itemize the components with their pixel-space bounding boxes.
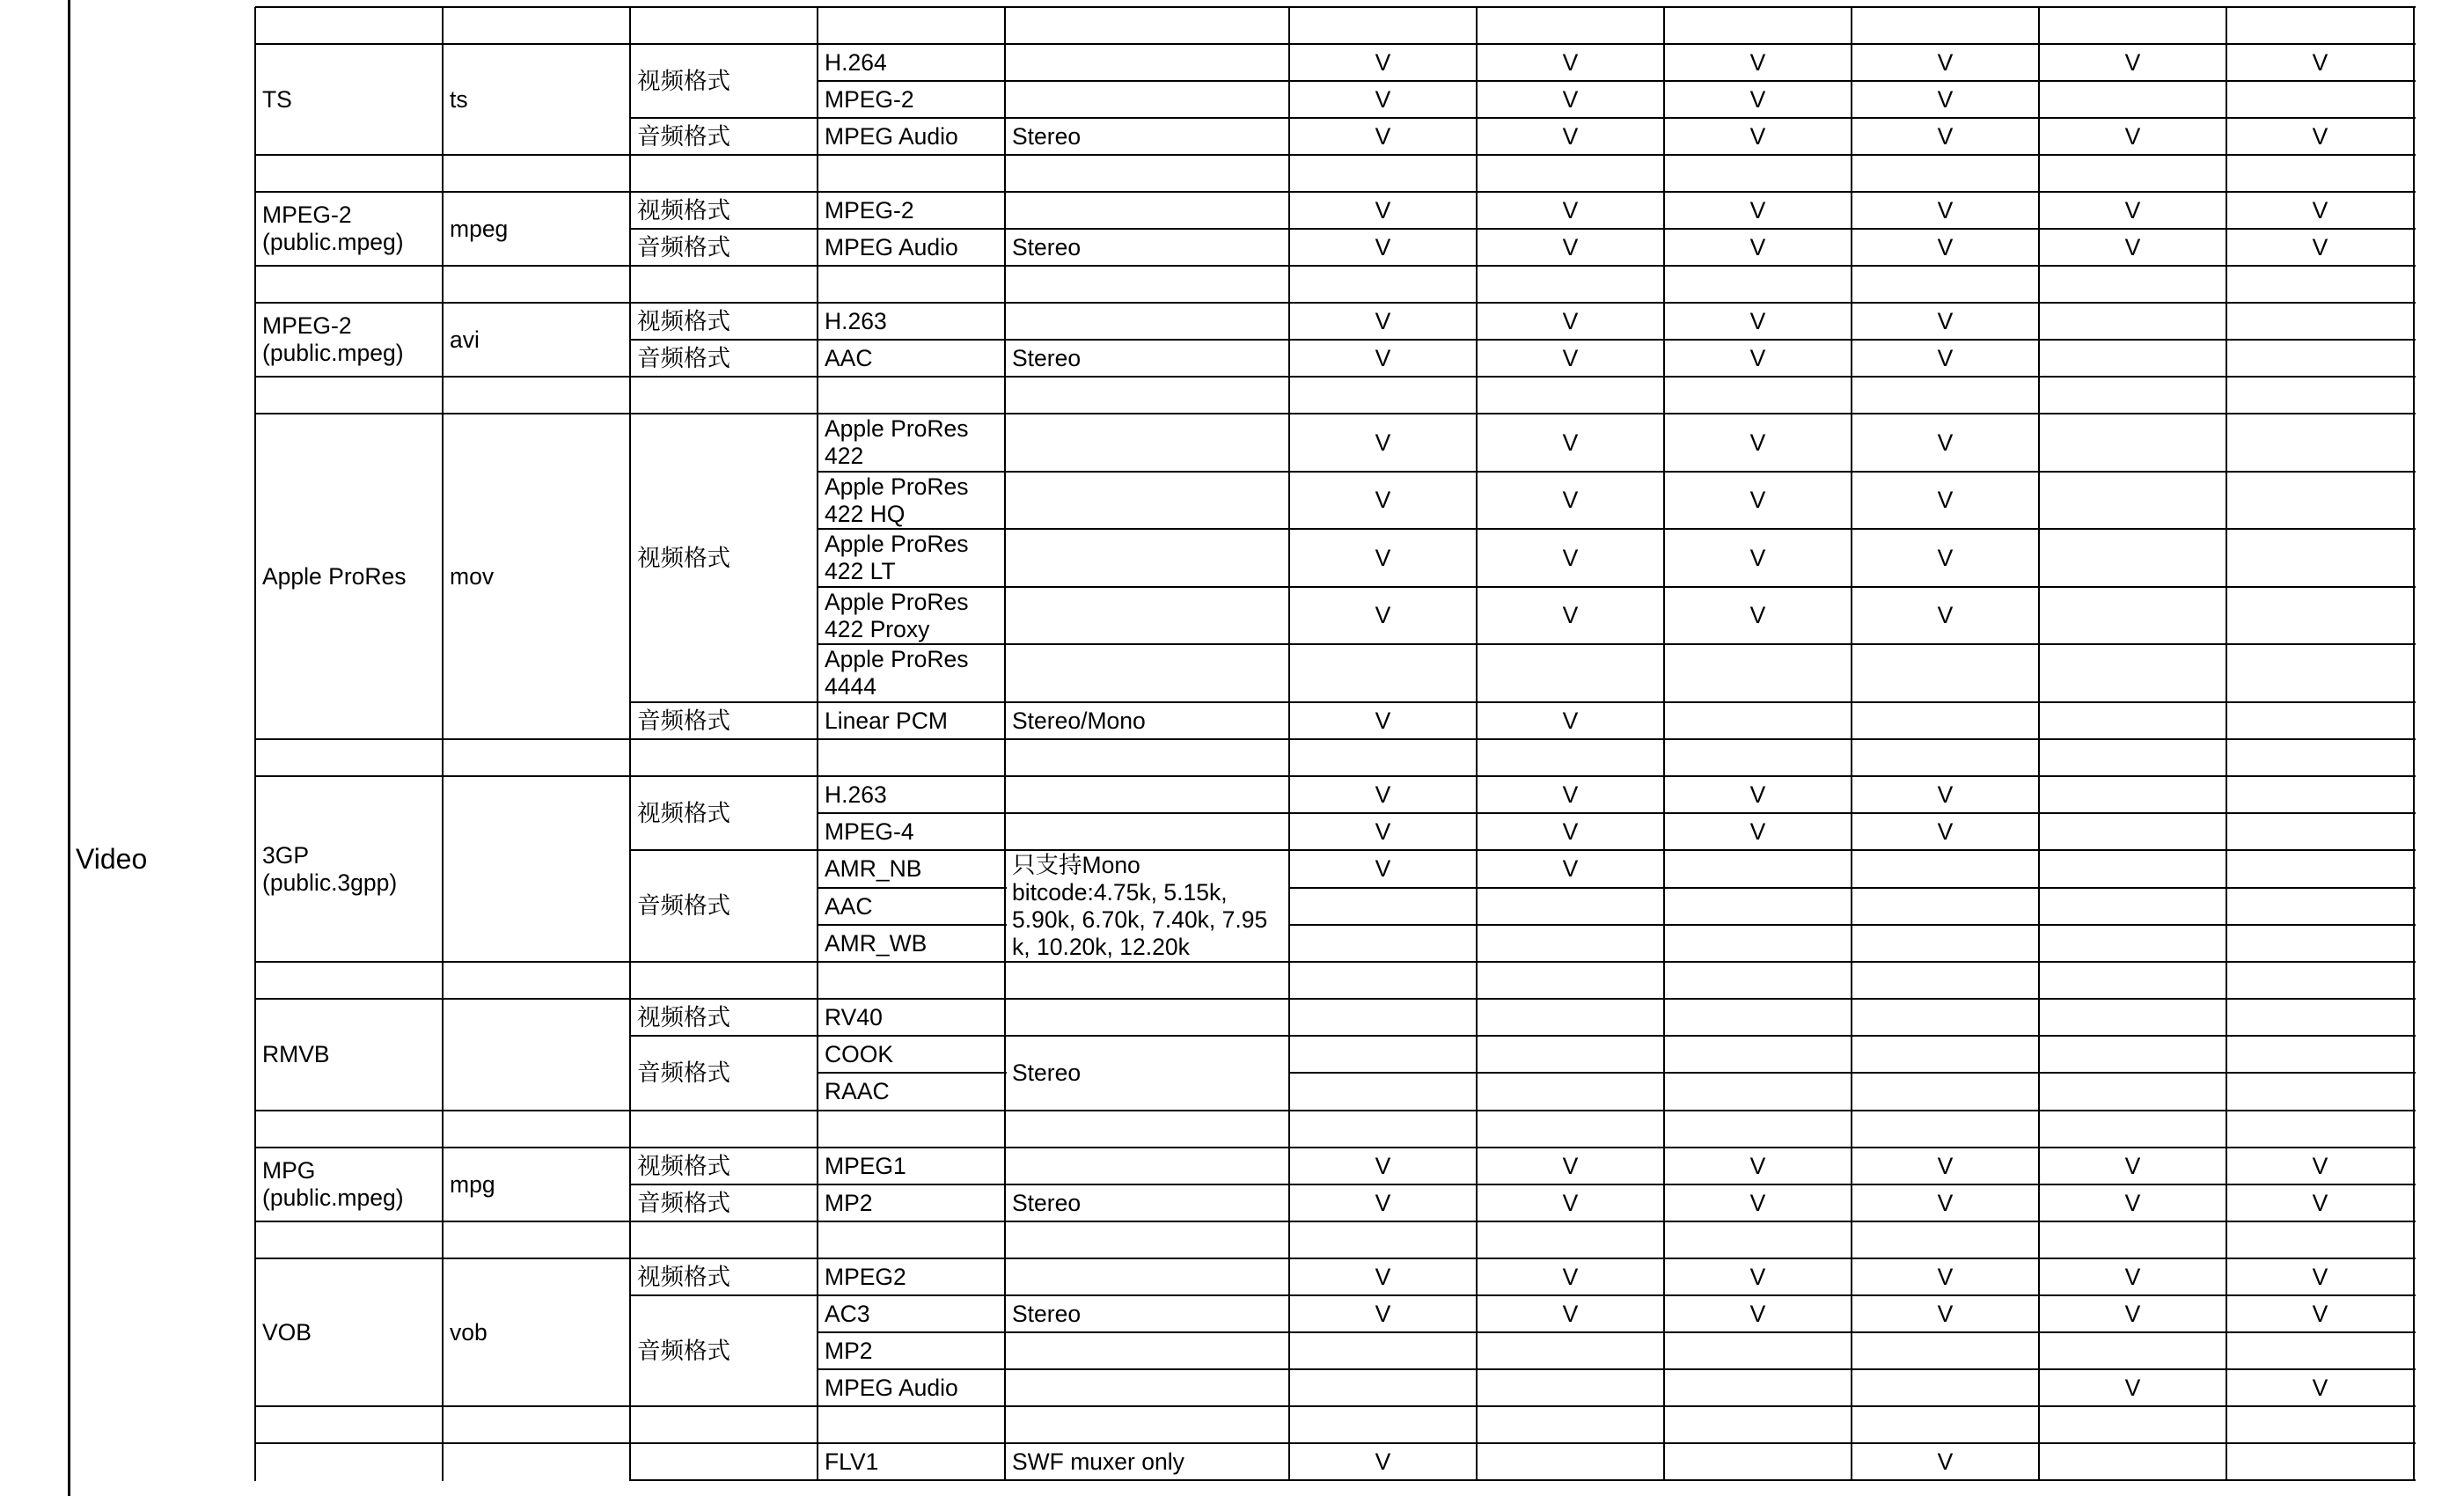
codec-note: Stereo bbox=[1012, 1300, 1082, 1327]
codec-name: Apple ProRes 422 Proxy bbox=[825, 588, 969, 642]
support-mark: V bbox=[2124, 122, 2141, 150]
support-mark: V bbox=[1375, 1448, 1391, 1475]
support-mark: V bbox=[1749, 781, 1766, 808]
codec-name: H.263 bbox=[825, 781, 887, 808]
table-rule bbox=[255, 6, 2416, 8]
support-mark: V bbox=[1562, 1189, 1579, 1216]
codec-name: Apple ProRes 422 bbox=[825, 415, 969, 469]
track-type: 音频格式 bbox=[637, 892, 730, 919]
track-type: 音频格式 bbox=[637, 1337, 730, 1364]
support-mark: V bbox=[1562, 781, 1579, 808]
container-name: 3GP (public.3gpp) bbox=[262, 841, 398, 896]
support-mark: V bbox=[1375, 1152, 1391, 1179]
support-mark: V bbox=[2124, 1189, 2141, 1216]
category-label: Video bbox=[76, 843, 148, 875]
codec-note: SWF muxer only bbox=[1012, 1448, 1184, 1475]
container-name: TS bbox=[262, 85, 292, 113]
support-mark: V bbox=[1937, 48, 1954, 76]
support-mark: V bbox=[1937, 307, 1954, 334]
support-mark: V bbox=[1937, 544, 1954, 571]
codec-note: Stereo bbox=[1012, 1189, 1082, 1216]
table-rule bbox=[255, 961, 2416, 963]
table-border bbox=[254, 7, 256, 1481]
file-extension: mpeg bbox=[450, 215, 509, 242]
container-name: MPG (public.mpeg) bbox=[262, 1157, 404, 1211]
codec-name: MPEG Audio bbox=[825, 122, 958, 150]
codec-name: MPEG Audio bbox=[825, 1374, 958, 1401]
support-mark: V bbox=[1375, 1300, 1391, 1327]
support-mark: V bbox=[2312, 1189, 2328, 1216]
file-extension: mpg bbox=[450, 1170, 495, 1198]
support-mark: V bbox=[1562, 85, 1579, 113]
support-mark: V bbox=[1749, 1152, 1766, 1179]
codec-name: Apple ProRes 4444 bbox=[825, 646, 969, 700]
support-mark: V bbox=[1375, 85, 1391, 113]
track-type: 音频格式 bbox=[637, 233, 730, 260]
codec-note: Stereo bbox=[1012, 344, 1082, 371]
track-type: 视频格式 bbox=[637, 1003, 730, 1030]
support-mark: V bbox=[2124, 48, 2141, 76]
support-mark: V bbox=[1375, 602, 1391, 628]
support-mark: V bbox=[1375, 429, 1391, 456]
support-mark: V bbox=[1562, 429, 1579, 456]
support-mark: V bbox=[1375, 855, 1391, 882]
support-mark: V bbox=[1375, 344, 1391, 371]
support-mark: V bbox=[2124, 1152, 2141, 1179]
track-type: 视频格式 bbox=[637, 1263, 730, 1290]
support-mark: V bbox=[1562, 707, 1579, 734]
track-type: 音频格式 bbox=[637, 122, 730, 150]
support-mark: V bbox=[1937, 487, 1954, 513]
codec-name: RAAC bbox=[825, 1078, 890, 1104]
support-mark: V bbox=[1562, 818, 1579, 845]
support-mark: V bbox=[2312, 1152, 2328, 1179]
container-name: MPEG-2 (public.mpeg) bbox=[262, 312, 404, 366]
support-mark: V bbox=[1749, 1263, 1766, 1290]
support-mark: V bbox=[1937, 1152, 1954, 1179]
support-mark: V bbox=[1375, 122, 1391, 150]
support-mark: V bbox=[1375, 233, 1391, 260]
codec-name: RV40 bbox=[825, 1003, 883, 1030]
support-mark: V bbox=[2124, 1263, 2141, 1290]
track-type: 音频格式 bbox=[637, 1189, 730, 1216]
support-mark: V bbox=[2312, 196, 2328, 224]
container-name: Apple ProRes bbox=[262, 562, 407, 590]
file-extension: avi bbox=[450, 326, 480, 353]
codec-note: 只支持Mono bitcode:4.75k, 5.15k, 5.90k, 6.70k, 7.40k, 7.95 k, 10.20k, 12.20k bbox=[1012, 851, 1268, 960]
support-mark: V bbox=[2124, 1300, 2141, 1327]
support-mark: V bbox=[2124, 196, 2141, 224]
support-mark: V bbox=[1749, 48, 1766, 76]
support-mark: V bbox=[1937, 1189, 1954, 1216]
support-mark: V bbox=[1749, 344, 1766, 371]
codec-name: MPEG-2 bbox=[825, 196, 914, 224]
codec-name: AAC bbox=[825, 892, 873, 920]
track-type: 音频格式 bbox=[637, 707, 730, 734]
track-type: 视频格式 bbox=[637, 307, 730, 334]
support-mark: V bbox=[1375, 196, 1391, 224]
codec-name: Linear PCM bbox=[825, 707, 948, 734]
support-mark: V bbox=[1749, 1300, 1766, 1327]
file-extension: ts bbox=[450, 85, 468, 113]
codec-name: Apple ProRes 422 LT bbox=[825, 531, 969, 584]
codec-name: COOK bbox=[825, 1040, 894, 1067]
support-mark: V bbox=[1562, 544, 1579, 571]
support-mark: V bbox=[2124, 233, 2141, 260]
support-mark: V bbox=[1562, 344, 1579, 371]
support-mark: V bbox=[1562, 1263, 1579, 1290]
support-mark: V bbox=[1375, 781, 1391, 808]
support-mark: V bbox=[1562, 48, 1579, 76]
support-mark: V bbox=[1749, 233, 1766, 260]
track-type: 视频格式 bbox=[637, 67, 730, 94]
codec-name: MP2 bbox=[825, 1337, 873, 1364]
support-mark: V bbox=[2312, 233, 2328, 260]
support-mark: V bbox=[1375, 1189, 1391, 1216]
support-mark: V bbox=[1749, 544, 1766, 571]
codec-name: Apple ProRes 422 HQ bbox=[825, 473, 969, 527]
track-type: 视频格式 bbox=[637, 1152, 730, 1179]
table-rule bbox=[255, 998, 2416, 1000]
codec-name: AMR_WB bbox=[825, 929, 928, 957]
support-mark: V bbox=[2312, 1374, 2328, 1401]
support-mark: V bbox=[1937, 781, 1954, 808]
support-mark: V bbox=[1937, 1448, 1954, 1475]
support-mark: V bbox=[1937, 1263, 1954, 1290]
support-mark: V bbox=[2312, 1263, 2328, 1290]
codec-name: AAC bbox=[825, 344, 873, 371]
codec-name: H.263 bbox=[825, 307, 887, 334]
codec-note: Stereo bbox=[1012, 233, 1082, 260]
container-name: VOB bbox=[262, 1318, 312, 1346]
support-mark: V bbox=[1937, 1300, 1954, 1327]
support-mark: V bbox=[1749, 196, 1766, 224]
support-mark: V bbox=[1749, 818, 1766, 845]
support-mark: V bbox=[1375, 48, 1391, 76]
support-mark: V bbox=[1375, 707, 1391, 734]
support-mark: V bbox=[1749, 602, 1766, 628]
support-mark: V bbox=[1937, 85, 1954, 113]
track-type: 音频格式 bbox=[637, 1060, 730, 1086]
support-mark: V bbox=[1937, 233, 1954, 260]
support-mark: V bbox=[1562, 1152, 1579, 1179]
support-mark: V bbox=[1937, 196, 1954, 224]
codec-note: Stereo bbox=[1012, 1060, 1082, 1086]
support-mark: V bbox=[1562, 307, 1579, 334]
codec-note: Stereo/Mono bbox=[1012, 707, 1146, 734]
track-type: 音频格式 bbox=[637, 344, 730, 371]
support-mark: V bbox=[1562, 122, 1579, 150]
support-mark: V bbox=[1749, 122, 1766, 150]
codec-name: MPEG-2 bbox=[825, 85, 914, 113]
track-type: 视频格式 bbox=[637, 799, 730, 826]
support-mark: V bbox=[1562, 855, 1579, 882]
support-mark: V bbox=[1749, 307, 1766, 334]
track-type: 视频格式 bbox=[637, 196, 730, 224]
codec-name: FLV1 bbox=[825, 1448, 879, 1475]
container-name: RMVB bbox=[262, 1041, 330, 1067]
codec-note: Stereo bbox=[1012, 122, 1082, 150]
support-mark: V bbox=[1749, 429, 1766, 456]
container-name: MPEG-2 (public.mpeg) bbox=[262, 202, 404, 255]
support-mark: V bbox=[1937, 429, 1954, 456]
codec-name: AC3 bbox=[825, 1300, 870, 1327]
support-mark: V bbox=[2124, 1374, 2141, 1401]
support-mark: V bbox=[1375, 818, 1391, 845]
support-mark: V bbox=[1375, 487, 1391, 513]
file-extension: mov bbox=[450, 562, 495, 590]
file-extension: vob bbox=[450, 1318, 488, 1346]
codec-name: MPEG1 bbox=[825, 1152, 906, 1179]
codec-name: MP2 bbox=[825, 1189, 873, 1216]
table-rule bbox=[1289, 924, 2416, 926]
codec-name: AMR_NB bbox=[825, 855, 922, 882]
support-mark: V bbox=[2312, 48, 2328, 76]
support-mark: V bbox=[1937, 818, 1954, 845]
codec-name: MPEG2 bbox=[825, 1263, 906, 1290]
support-mark: V bbox=[1562, 233, 1579, 260]
table-rule bbox=[255, 1110, 2416, 1111]
support-mark: V bbox=[1562, 196, 1579, 224]
codec-name: H.264 bbox=[825, 48, 887, 76]
support-mark: V bbox=[1937, 602, 1954, 628]
support-mark: V bbox=[1562, 1300, 1579, 1327]
support-mark: V bbox=[1562, 602, 1579, 628]
support-mark: V bbox=[1375, 307, 1391, 334]
support-mark: V bbox=[1375, 544, 1391, 571]
codec-name: MPEG Audio bbox=[825, 233, 958, 260]
support-mark: V bbox=[1749, 1189, 1766, 1216]
support-mark: V bbox=[2312, 122, 2328, 150]
support-mark: V bbox=[1937, 122, 1954, 150]
track-type: 视频格式 bbox=[637, 544, 730, 571]
support-mark: V bbox=[1749, 85, 1766, 113]
support-mark: V bbox=[1375, 1263, 1391, 1290]
support-mark: V bbox=[1562, 487, 1579, 513]
table-rule bbox=[1289, 1072, 2416, 1074]
support-mark: V bbox=[1749, 487, 1766, 513]
support-mark: V bbox=[2312, 1300, 2328, 1327]
support-mark: V bbox=[1937, 344, 1954, 371]
codec-name: MPEG-4 bbox=[825, 818, 914, 845]
